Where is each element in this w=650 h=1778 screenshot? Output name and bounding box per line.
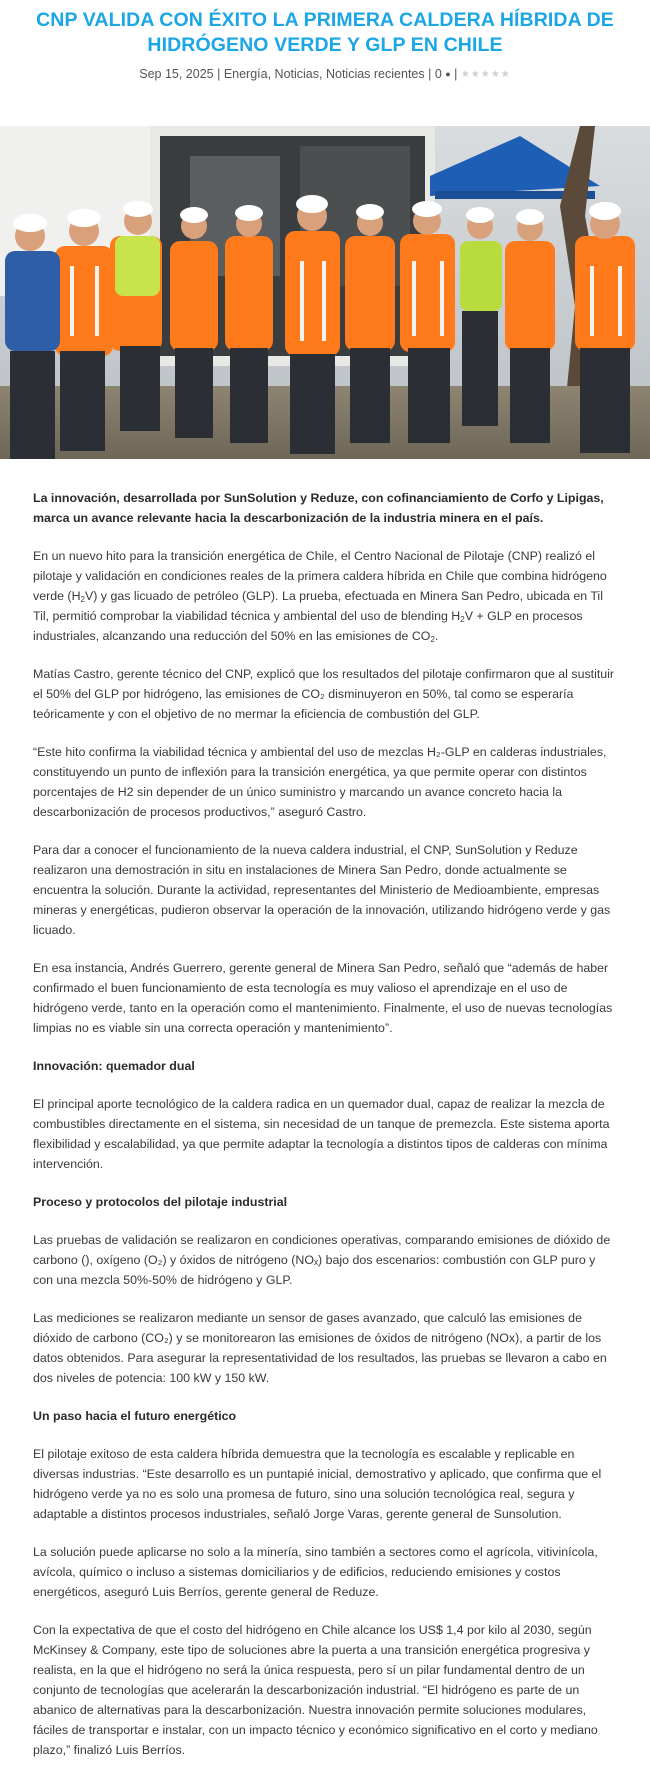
star-icon: ★ [470,69,481,80]
paragraph: El principal aporte tecnológico de la caldera radica en un quemador dual, capaz de realizar la mezcla de combustibles directamente en el sistema, sin necesidad de un tanque de premezcla. Este sistema aporta flexibilidad y escalabilidad, ya que permite adaptar la tecnología a distintos tipos de calderas con mínima intervención. [33,1097,610,1171]
post-date: Sep 15, 2025 [139,67,214,81]
paragraph: Las mediciones se realizaron mediante un sensor de gases avanzado, que calculó las emisiones de dióxido de carbono (CO₂) y se monitorearon las emisiones de óxidos de nitrógeno (NOx), a partir de los datos obtenidos. Para asegurar la representatividad de los resultados, las pruebas se llevaron a cabo en dos niveles de potencia: 100 kW y 150 kW. [33,1311,607,1385]
section-heading: Un paso hacia el futuro energético [33,1409,237,1423]
post-meta: Sep 15, 2025 | Energía, Noticias, Noticias recientes | 0 ● | ★★★★★ [139,67,511,81]
lead-paragraph: La innovación, desarrollada por SunSolution y Reduze, con cofinanciamiento de Corfo y Lipigas, marca un avance relevante hacia la descarbonización de la industria minera en el país. [33,491,604,525]
paragraph: Las pruebas de validación se realizaron en condiciones operativas, comparando emisiones de dióxido de carbono (), oxígeno (O₂) y óxidos de nitrógeno (NOₓ) bajo dos escenarios: combustión con GLP puro y con una mezcla 50%-50% de hidrógeno y GLP. [33,1233,611,1287]
paragraph: La solución puede aplicarse no solo a la minería, sino también a sectores como el agrícola, vitivinícola, avícola, químico o incluso a sistemas domiciliarios y de edificios, reduciendo emisiones y costos energéticos, aseguró Luis Berríos, gerente general de Reduze. [33,1545,598,1599]
article-title: CNP VALIDA CON ÉXITO LA PRIMERA CALDERA HÍBRIDA DE HIDRÓGENO VERDE Y GLP EN CHILE [36,9,614,56]
group-photo-image [0,126,650,459]
comment-count: 0 [434,67,442,81]
star-icon: ★ [460,69,471,80]
section-heading: Innovación: quemador dual [33,1059,195,1073]
paragraph: Para dar a conocer el funcionamiento de la nueva caldera industrial, el CNP, SunSolution y Reduze realizaron una demostración in situ en instalaciones de Minera San Pedro, donde actualmente se encuentra la solución. Durante la actividad, representantes del Ministerio de Medioambiente, empresas mineras y energéticas, pudieron observar la operación de la innovación, utilizando hidrógeno verde y gas licuado. [33,843,611,937]
paragraph: Matías Castro, gerente técnico del CNP, explicó que los resultados del pilotaje confirmaron que al sustituir el 50% del GLP por hidrógeno, las emisiones de CO₂ disminuyeron en 50%, tal como se esperaría teóricamente y con el objetivo de no mermar la eficiencia de combustión del GLP. [33,667,615,721]
category-link-noticias[interactable]: Noticias [274,67,320,81]
section-heading: Proceso y protocolos del pilotaje industrial [33,1195,288,1209]
star-icon: ★ [490,69,501,80]
rating-stars [461,67,511,83]
paragraph: El pilotaje exitoso de esta caldera híbrida demuestra que la tecnología es escalable y replicable en diversas industrias. “Este desarrollo es un puntapié inicial, demostrativo y aplicado, que confirma que el hidrógeno verde ya no es solo una promesa de futuro, sino una solución tecnológica real, segura y adaptable a distintos procesos industriales, señaló Jorge Varas, gerente general de Sunsolution. [33,1447,602,1521]
star-icon: ★ [500,69,511,80]
category-link-noticias-recientes[interactable]: Noticias recientes [325,67,425,81]
article-body [33,488,617,1778]
paragraph: En un nuevo hito para la transición energética de Chile, el Centro Nacional de Pilotaje (CNP) realizó el pilotaje y validación en condiciones reales de la primera caldera híbrida en Chile que combina hidrógeno verde $(H_2V)$ y gas licuado de petróleo (GLP). La prueba, efectuada en Minera San Pedro, ubicada en Til Til, permitió comprobar la viabilidad técnica y ambiental del uso de blending $H_2V$ + GLP en procesos industriales, alcanzando una reducción del 50% en las emisiones de $CO_2$. [33,549,607,644]
star-icon: ★ [480,69,491,80]
comments-link[interactable] [435,67,451,81]
paragraph: “Este hito confirma la viabilidad técnica y ambiental del uso de mezclas H₂-GLP en calderas industriales, constituyendo un punto de inflexión para la transición energética, ya que permite operar con distintos porcentajes de H2 sin depender de un único suministro y marcando un avance concreto hacia la descarbonización de procesos productivos,” aseguró Castro. [33,745,607,819]
category-link-energia[interactable]: Energía [223,67,268,81]
paragraph: En esa instancia, Andrés Guerrero, gerente general de Minera San Pedro, señaló que “además de haber confirmado el buen funcionamiento de esta tecnología es muy valioso el aprendizaje en el uso de hidrógeno verde, tanto en la operación como el mantenimiento. Finalmente, el uso de nuevas tecnologías limpias no es viable sin una correcta operación y mantenimiento”. [33,961,613,1035]
paragraph: Con la expectativa de que el costo del hidrógeno en Chile alcance los US$ 1,4 por kilo al 2030, según McKinsey & Company, este tipo de soluciones abre la puerta a una transición energética progresiva y realista, en la que el hidrógeno no será la única respuesta, pero sí un pilar fundamental dentro de un conjunto de tecnologías que acelerarán la descarbonización industrial. “El hidrógeno es parte de un abanico de alternativas para la descarbonización. Nuestra innovación permite soluciones modulares, fáciles de transportar e instalar, con un impacto técnico y económico significativo en el corto y mediano plazo,” finalizó Luis Berríos. [33,1623,598,1757]
comment-icon: ● [445,69,451,79]
article-header [0,0,650,83]
article-photo [0,126,650,459]
